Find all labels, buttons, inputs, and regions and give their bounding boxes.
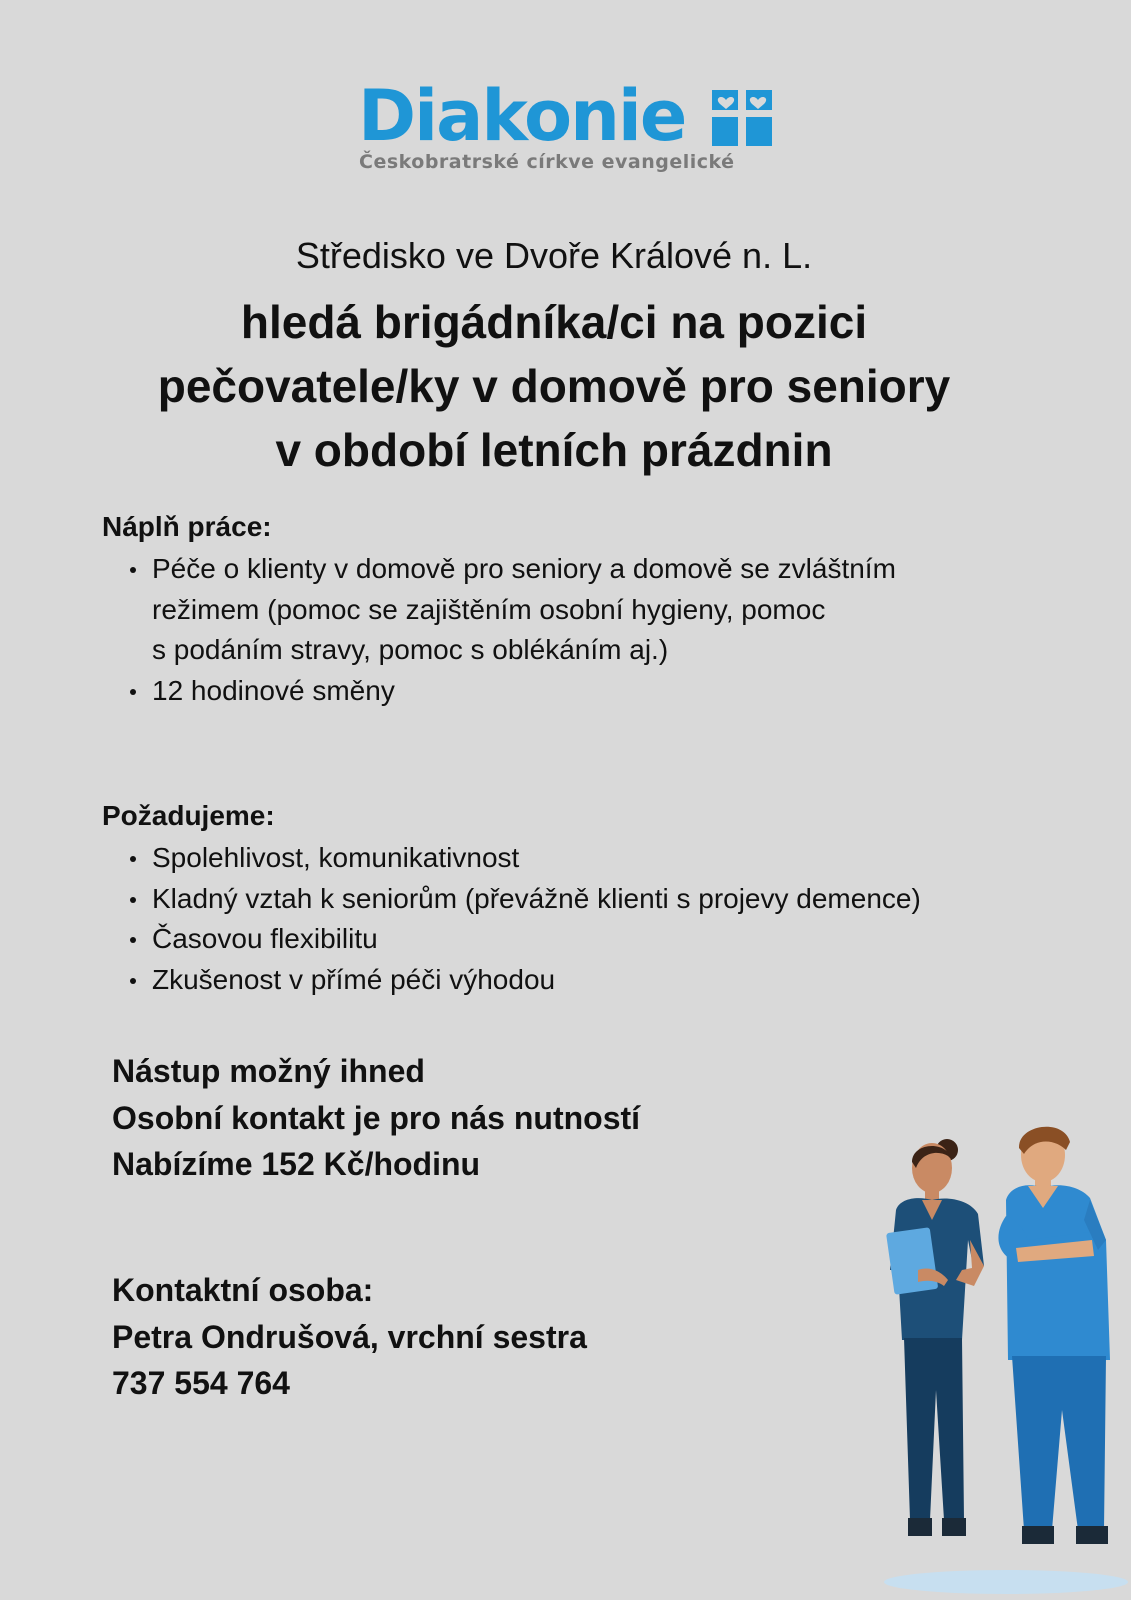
male-nurse-figure — [998, 1127, 1110, 1544]
list-item-line: režimem (pomoc se zajištěním osobní hygieny, pomoc — [152, 593, 826, 625]
list-item-line: s podáním stravy, pomoc s oblékáním aj.) — [152, 634, 669, 665]
start-info: Nástup možný ihned — [112, 1053, 425, 1089]
diakonie-cross-icon — [712, 90, 772, 146]
headline-line: v období letních prázdnin — [275, 424, 833, 476]
job-content-list — [102, 549, 982, 711]
logo-wordmark: Diakonie — [358, 75, 686, 157]
list-item — [102, 549, 982, 671]
list-item: Spolehlivost, komunikativnost — [102, 838, 982, 879]
personal-contact-info: Osobní kontakt je pro nás nutností — [112, 1099, 641, 1136]
offer-block — [112, 1048, 640, 1188]
list-item — [102, 671, 982, 712]
contact-person: Petra Ondrušová, vrchní sestra — [112, 1318, 587, 1355]
list-item: Časovou flexibilitu — [102, 919, 982, 960]
contact-label: Kontaktní osoba: — [112, 1272, 374, 1308]
logo-subtitle: Českobratrské církve evangelické — [359, 151, 735, 173]
pay-info: Nabízíme 152 Kč/hodinu — [112, 1146, 481, 1182]
headline — [0, 290, 1108, 482]
headline-line: pečovatele/ky v domově pro seniory — [157, 360, 951, 412]
job-content-title: Náplň práce: — [102, 511, 272, 542]
list-item-line: 12 hodinové směny — [152, 674, 395, 706]
contact-phone: 737 554 764 — [112, 1365, 290, 1401]
female-nurse-figure — [886, 1139, 984, 1536]
contact-block — [112, 1267, 587, 1407]
list-item: Zkušenost v přímé péči výhodou — [102, 960, 982, 1001]
diakonie-logo — [0, 75, 1131, 181]
headline-line: hledá brigádníka/ci na pozici — [240, 296, 868, 348]
center-name: Středisko ve Dvoře Králové n. L. — [295, 235, 813, 276]
list-item: Kladný vztah k seniorům (převážně klienti s projevy demence) — [102, 879, 982, 920]
list-item-line: Péče o klienty v domově pro seniory a domově se zvláštním — [152, 553, 896, 584]
nurses-illustration — [878, 1120, 1131, 1600]
requirements-title: Požadujeme: — [102, 800, 275, 831]
requirements-list — [102, 838, 982, 1000]
